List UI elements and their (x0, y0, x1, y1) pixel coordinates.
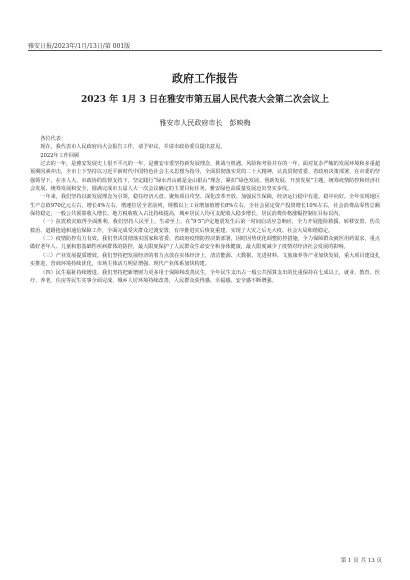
body-paragraph: 各位代表： (40, 136, 66, 142)
author-byline: 雅安市人民政府市长 彭映梅 (159, 119, 251, 127)
body-paragraph: （二）疫情防控有力有效。我们坚决贯彻落实国家和省委、省政府疫情防控决策部署，因时因势优化调整防控措施，全力保障群众就医用药需求，重点做好老年人、儿童和患基础性疾病群体的防控，最大限度保护了人民群众生命安全和身体健康，最大限度减少了疫情对经济社会发展的影响。 (30, 236, 380, 251)
body-paragraph: 过去的一年，是雅安发展史上很不平凡的一年，是雅安市委坚持新发展理念，挑战与机遇、风险和考验并存的一年。面对复杂严峻的发展环境和多重超预期因素冲击，全市上下坚持以习近平新时代中国特色社会主义思想为指导，全面贯彻落实党的二十大精神，认真贯彻省委、省政府决策部署，在市委的坚强领导下，在市人大、市政协的监督支持下，坚定践行“绿水青山就是金山银山”理念，紧扣“绿色发展、创新发展、开放发展”主题，统筹疫情防控和经济社会发展，统筹发展和安全，圆满完成市五届人大一次会议确定的主要目标任务，雅安绿色高质量发展迈出坚实步伐。 (30, 161, 380, 193)
body-paragraph: （三）产业发展提质增效。我们坚持把发展经济的着力点放在实体经济上，清洁能源、大数据、先进材料、文旅康养等产业加快发展，重大项目建设扎实推进，营商环境持续优化，市场主体活力明显增强，现代产业体系加快构建。 (30, 252, 380, 268)
page-number: 第 1 页 共 13 页 (340, 558, 382, 564)
page-header: 雅安日报/2023年/1月/13日/第 001版 (28, 43, 131, 50)
document-title: 政府工作报告 (172, 72, 238, 85)
section-heading: 2022年工作回顾 (40, 152, 80, 159)
body-text (30, 135, 380, 542)
body-paragraph: 现在，我代表市人民政府向大会报告工作，请予审议，并请市政协委员提出意见。 (40, 144, 226, 151)
body-paragraph: 一年来，我们坚持以新发展理念为引领，稳住经济大盘、聚焦项目攻坚、深化改革开放、加强民生保障，经济运行稳中有进、稳中向好。全年实现地区生产总值970亿元左右，增长4%左右，增速位居全省前列。规模以上工业增加值增长8%左右，全社会固定资产投资增长10%左右，社会消费品零售总额保持稳定，一般公共预算收入增长、地方税收收入占比持续提高，城乡居民人均可支配收入稳步增长，居民消费价格涨幅控制在目标以内。 (30, 194, 380, 218)
header-divider (28, 50, 382, 51)
body-paragraph: （四）民生福祉持续增进。我们坚持把新增财力更多用于保障和改善民生，全年民生支出占一般公共预算支出的比重保持在七成以上，就业、教育、医疗、养老、住房等民生实事全面完成，城乡人居环境持续改善，人民群众获得感、幸福感、安全感不断增强。 (30, 269, 380, 284)
body-paragraph: （一）抗震救灾取得全面胜利。我们坚持人民至上、生命至上，在“9·5”泸定地震发生后第一时间启动应急响应，全力开展抢险救援、转移安置、伤员救治、道路抢通和通信保障工作，全面完成受灾群众过渡安置，有序推进灾后恢复重建，实现了大灾之后无大疫、社会大局和谐稳定。 (30, 219, 380, 234)
document-subtitle: 2023 年 1月 3 日在雅安市第五届人民代表大会第二次会议上 (80, 95, 330, 105)
